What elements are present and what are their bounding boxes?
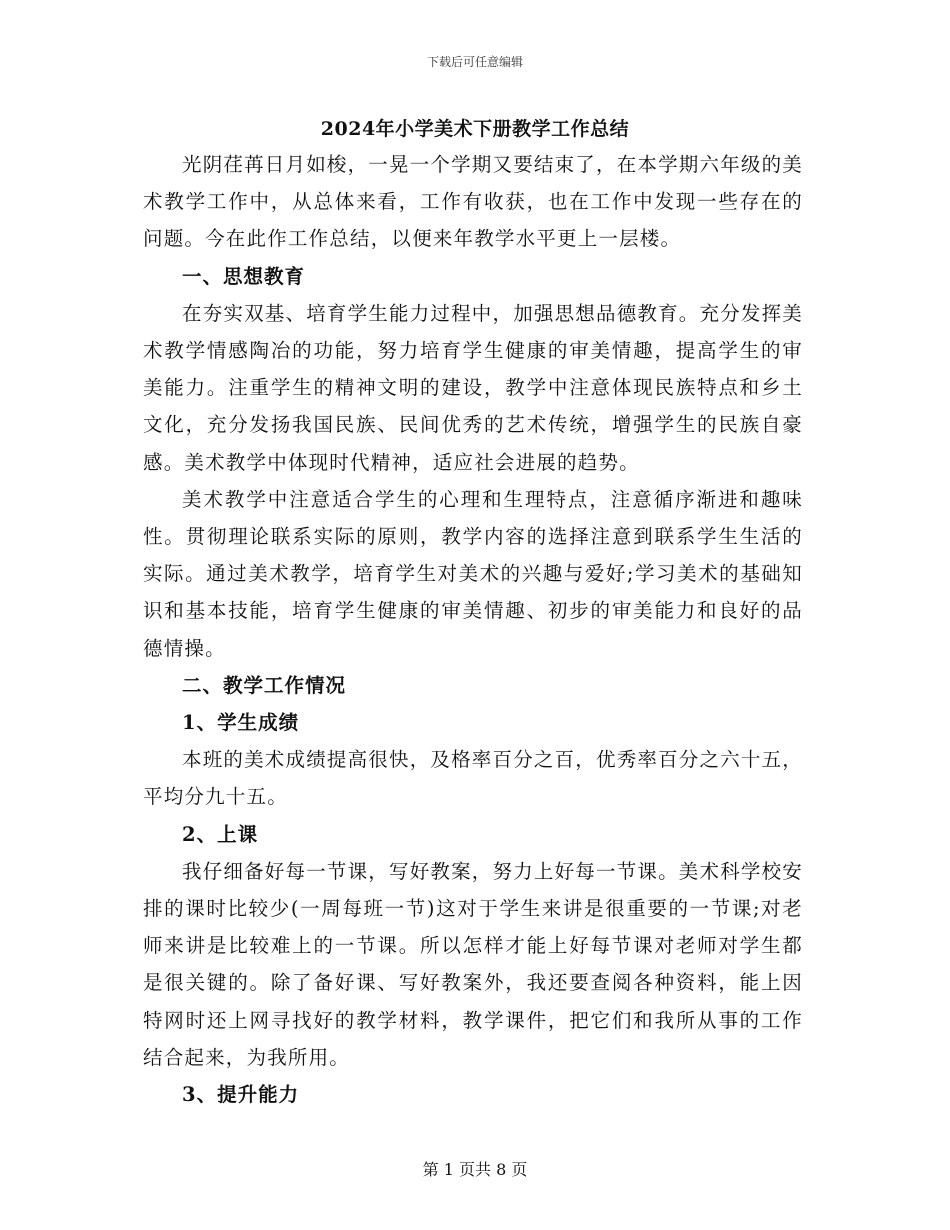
- heading-student-scores: 1、学生成绩: [182, 711, 300, 735]
- document-title: 2024年小学美术下册教学工作总结: [320, 118, 630, 140]
- heading-ideological-education: 一、思想教育: [182, 264, 306, 288]
- paragraph-student-scores: 本班的美术成绩提高很快，及格率百分之百，优秀率百分之六十五，平均分九十五。: [143, 748, 804, 809]
- paragraph-intro: 光阴荏苒日月如梭，一晃一个学期又要结束了，在本学期六年级的美术教学工作中，从总体来看，工作有收获，也在工作中发现一些存在的问题。今在此作工作总结，以便来年教学水平更上一层楼。: [143, 153, 804, 251]
- heading-improve-ability: 3、提升能力: [182, 1083, 300, 1107]
- paragraph-teaching-principles: 美术教学中注意适合学生的心理和生理特点，注意循序渐进和趣味性。贯彻理论联系实际的原则，教学内容的选择注意到联系学生生活的实际。通过美术教学，培育学生对美术的兴趣与爱好;学习美术的基础知识和基本技能，培育学生健康的审美情趣、初步的审美能力和良好的品德情操。: [143, 487, 803, 660]
- page-footer: 第 1 页共 8 页: [422, 1160, 528, 1179]
- page-header: 下载后可任意编辑: [426, 55, 523, 69]
- paragraph-classes: 我仔细备好每一节课，写好教案，努力上好每一节课。美术科学校安排的课时比较少(一周每班一节)这对于学生来讲是很重要的一节课;对老师来讲是比较难上的一节课。所以怎样才能上好每节课对老师对学生都是很关键的。除了备好课、写好教案外，我还要查阅各种资料，能上因特网时还上网寻找好的教学材料，教学课件，把它们和我所从事的工作结合起来，为我所用。: [143, 859, 804, 1069]
- heading-classes: 2、上课: [182, 822, 259, 846]
- document-body: [143, 146, 803, 1113]
- paragraph-ideological-education: 在夯实双基、培育学生能力过程中，加强思想品德教育。充分发挥美术教学情感陶冶的功能，努力培育学生健康的审美情趣，提高学生的审美能力。注重学生的精神文明的建设，教学中注意体现民族特点和乡土文化，充分发扬我国民族、民间优秀的艺术传统，增强学生的民族自豪感。美术教学中体现时代精神，适应社会进展的趋势。: [143, 301, 804, 474]
- heading-teaching-situation: 二、教学工作情况: [182, 673, 347, 697]
